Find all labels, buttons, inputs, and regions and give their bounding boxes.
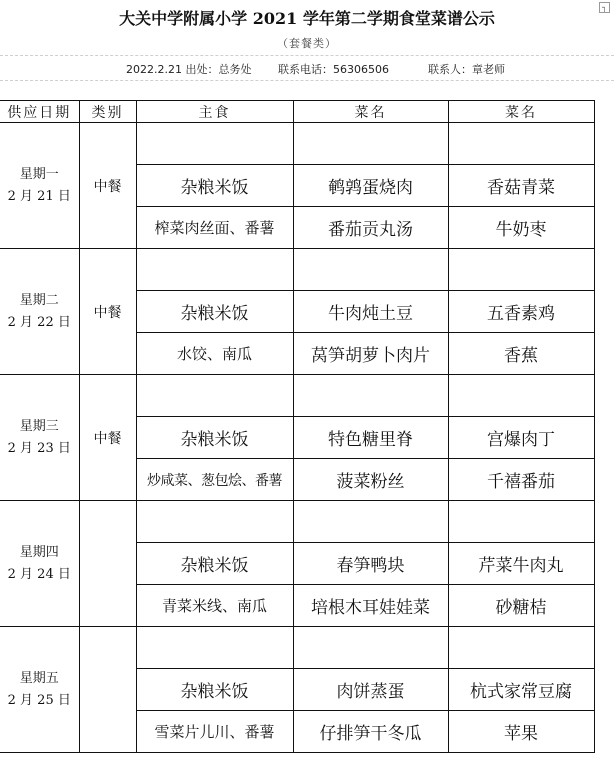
dish-cell: 香蕉 bbox=[448, 333, 594, 375]
dish-cell bbox=[448, 627, 594, 669]
divider bbox=[0, 55, 614, 56]
staple-food-cell: 杂粮米饭 bbox=[136, 417, 293, 459]
dish-cell: 仔排笋干冬瓜 bbox=[293, 711, 448, 753]
table-row bbox=[0, 249, 594, 291]
table-row bbox=[0, 375, 594, 417]
dish-cell bbox=[293, 501, 448, 543]
dish-cell: 宫爆肉丁 bbox=[448, 417, 594, 459]
contact-person: 联系人：章老师 bbox=[428, 63, 505, 76]
dish-cell: 杭式家常豆腐 bbox=[448, 669, 594, 711]
dish-cell: 春笋鸭块 bbox=[293, 543, 448, 585]
staple-food-cell: 杂粮米饭 bbox=[136, 165, 293, 207]
page-title: 大关中学附属小学 2021 学年第二学期食堂菜谱公示 bbox=[119, 9, 495, 28]
date-department: 2022.2.21 出处：总务处 bbox=[126, 63, 252, 76]
dish-cell bbox=[448, 501, 594, 543]
table-row bbox=[0, 123, 594, 165]
table-row bbox=[0, 627, 594, 669]
supply-date-cell bbox=[0, 123, 79, 249]
dish-cell: 五香素鸡 bbox=[448, 291, 594, 333]
date-label: 2 月 22 日 bbox=[7, 314, 71, 330]
column-header-date: 供应日期 bbox=[0, 101, 79, 123]
supply-date-cell bbox=[0, 627, 79, 753]
page-subtitle: （套餐类） bbox=[277, 37, 337, 50]
dish-cell: 牛肉炖土豆 bbox=[293, 291, 448, 333]
weekday-label: 星期三 bbox=[19, 418, 59, 434]
dish-cell: 香菇青菜 bbox=[448, 165, 594, 207]
weekday-label: 星期二 bbox=[19, 292, 59, 308]
weekday-label: 星期一 bbox=[19, 166, 59, 182]
meal-category-cell: 中餐 bbox=[79, 375, 136, 501]
dish-cell: 肉饼蒸蛋 bbox=[293, 669, 448, 711]
contact-phone: 联系电话：56306506 bbox=[278, 63, 389, 76]
meal-category-cell: 中餐 bbox=[79, 249, 136, 375]
staple-food-cell bbox=[136, 627, 293, 669]
column-header-dish-2: 菜名 bbox=[448, 101, 594, 123]
date-label: 2 月 23 日 bbox=[7, 440, 71, 456]
dish-cell bbox=[448, 123, 594, 165]
date-label: 2 月 24 日 bbox=[7, 566, 71, 582]
date-label: 2 月 21 日 bbox=[7, 188, 71, 204]
table-row bbox=[0, 501, 594, 543]
dish-cell: 砂糖桔 bbox=[448, 585, 594, 627]
weekday-label: 星期五 bbox=[19, 670, 59, 686]
menu-table bbox=[0, 100, 595, 753]
dish-cell: 芹菜牛肉丸 bbox=[448, 543, 594, 585]
column-header-dish-1: 菜名 bbox=[293, 101, 448, 123]
staple-food-cell: 榨菜肉丝面、番薯 bbox=[136, 207, 293, 249]
staple-food-cell bbox=[136, 249, 293, 291]
staple-food-cell bbox=[136, 123, 293, 165]
dish-cell bbox=[448, 249, 594, 291]
dish-cell: 菠菜粉丝 bbox=[293, 459, 448, 501]
meal-category-cell bbox=[79, 501, 136, 627]
staple-food-cell: 青菜米线、南瓜 bbox=[136, 585, 293, 627]
column-header-category: 类别 bbox=[79, 101, 136, 123]
supply-date-cell bbox=[0, 501, 79, 627]
dish-cell bbox=[293, 249, 448, 291]
corner-marker: ┐ bbox=[599, 2, 610, 13]
dish-cell: 莴笋胡萝卜肉片 bbox=[293, 333, 448, 375]
header-row bbox=[0, 101, 594, 123]
weekday-label: 星期四 bbox=[19, 544, 59, 560]
dish-cell: 牛奶枣 bbox=[448, 207, 594, 249]
staple-food-cell bbox=[136, 375, 293, 417]
dish-cell: 鹌鹑蛋烧肉 bbox=[293, 165, 448, 207]
dish-cell bbox=[448, 375, 594, 417]
staple-food-cell bbox=[136, 501, 293, 543]
dish-cell: 培根木耳娃娃菜 bbox=[293, 585, 448, 627]
date-label: 2 月 25 日 bbox=[7, 692, 71, 708]
divider bbox=[0, 80, 614, 81]
dish-cell: 番茄贡丸汤 bbox=[293, 207, 448, 249]
dish-cell: 特色糖里脊 bbox=[293, 417, 448, 459]
staple-food-cell: 杂粮米饭 bbox=[136, 543, 293, 585]
staple-food-cell: 雪菜片儿川、番薯 bbox=[136, 711, 293, 753]
staple-food-cell: 炒咸菜、葱包烩、番薯 bbox=[136, 459, 293, 501]
dish-cell: 千禧番茄 bbox=[448, 459, 594, 501]
supply-date-cell bbox=[0, 375, 79, 501]
meal-category-cell: 中餐 bbox=[79, 123, 136, 249]
staple-food-cell: 杂粮米饭 bbox=[136, 291, 293, 333]
supply-date-cell bbox=[0, 249, 79, 375]
staple-food-cell: 水饺、南瓜 bbox=[136, 333, 293, 375]
dish-cell: 苹果 bbox=[448, 711, 594, 753]
dish-cell bbox=[293, 627, 448, 669]
meal-category-cell bbox=[79, 627, 136, 753]
column-header-staple: 主食 bbox=[136, 101, 293, 123]
staple-food-cell: 杂粮米饭 bbox=[136, 669, 293, 711]
dish-cell bbox=[293, 375, 448, 417]
dish-cell bbox=[293, 123, 448, 165]
